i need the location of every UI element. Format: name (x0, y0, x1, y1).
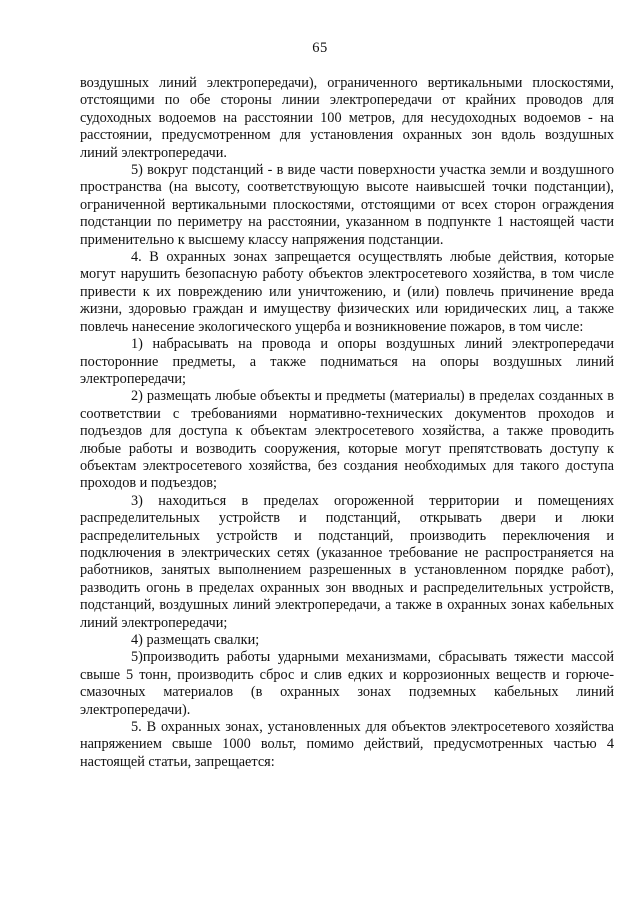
paragraph: 1) набрасывать на провода и опоры воздушных линий электропередачи посторонние предметы, а также подниматься на опоры воздушных линий электропередачи; (80, 336, 614, 387)
paragraph: 5. В охранных зонах, установленных для объектов электросетевого хозяйства напряжением свыше 1000 вольт, помимо действий, предусмотренных частью 4 настоящей статьи, запрещается: (80, 719, 614, 770)
paragraph: воздушных линий электропередачи), ограниченного вертикальными плоскостями, отстоящими по обе стороны линии электропередачи от крайних проводов для судоходных водоемов на расстоянии 100 метров, для несудоходных водоемов - на расстоянии, предусмотренном для установления охранных зон вдоль воздушных линий электропередачи. (80, 75, 614, 161)
paragraph: 3) находиться в пределах огороженной территории и помещениях распределительных устройств и подстанций, открывать двери и люки распределительных устройств и подстанций, производить переключения и подключения в электрических сетях (указанное требование не распространяется на работников, занятых выполнением разрешенных в установленном порядке работ), разводить огонь в пределах охранных зон вводных и распределительных устройств, подстанций, воздушных линий электропередачи, а также в охранных зонах кабельных линий электропередачи; (80, 492, 614, 631)
paragraph: 2) размещать любые объекты и предметы (материалы) в пределах созданных в соответствии с требованиями нормативно-технических документов проходов и подъездов для доступа к объектам электросетевого хозяйства, а также проводить любые работы и возводить сооружения, которые могут препятствовать доступу к объектам электросетевого хозяйства, без создания необходимых для такого доступа проходов и подъездов; (80, 388, 614, 492)
paragraph: 5)производить работы ударными механизмами, сбрасывать тяжести массой свыше 5 тонн, производить сброс и слив едких и коррозионных веществ и горюче-смазочных материалов (в охранных зонах подземных кабельных линий электропередачи). (80, 649, 614, 718)
paragraph: 5) вокруг подстанций - в виде части поверхности участка земли и воздушного пространства (на высоту, соответствующую высоте наивысшей точки подстанции), ограниченной вертикальными плоскостями, отстоящими от всех сторон ограждения подстанции по периметру на расстоянии, указанном в подпункте 1 настоящей части применительно к высшему классу напряжения подстанции. (80, 162, 614, 248)
body-text (80, 75, 614, 771)
paragraph: 4) размещать свалки; (131, 632, 260, 648)
page-number: 65 (312, 40, 328, 56)
paragraph: 4. В охранных зонах запрещается осуществлять любые действия, которые могут нарушить безопасную работу объектов электросетевого хозяйства, в том числе привести к их повреждению или уничтожению, и (или) повлечь причинение вреда жизни, здоровью граждан и имуществу физических или юридических лиц, а также повлечь нанесение экологического ущерба и возникновение пожаров, в том числе: (80, 249, 614, 335)
